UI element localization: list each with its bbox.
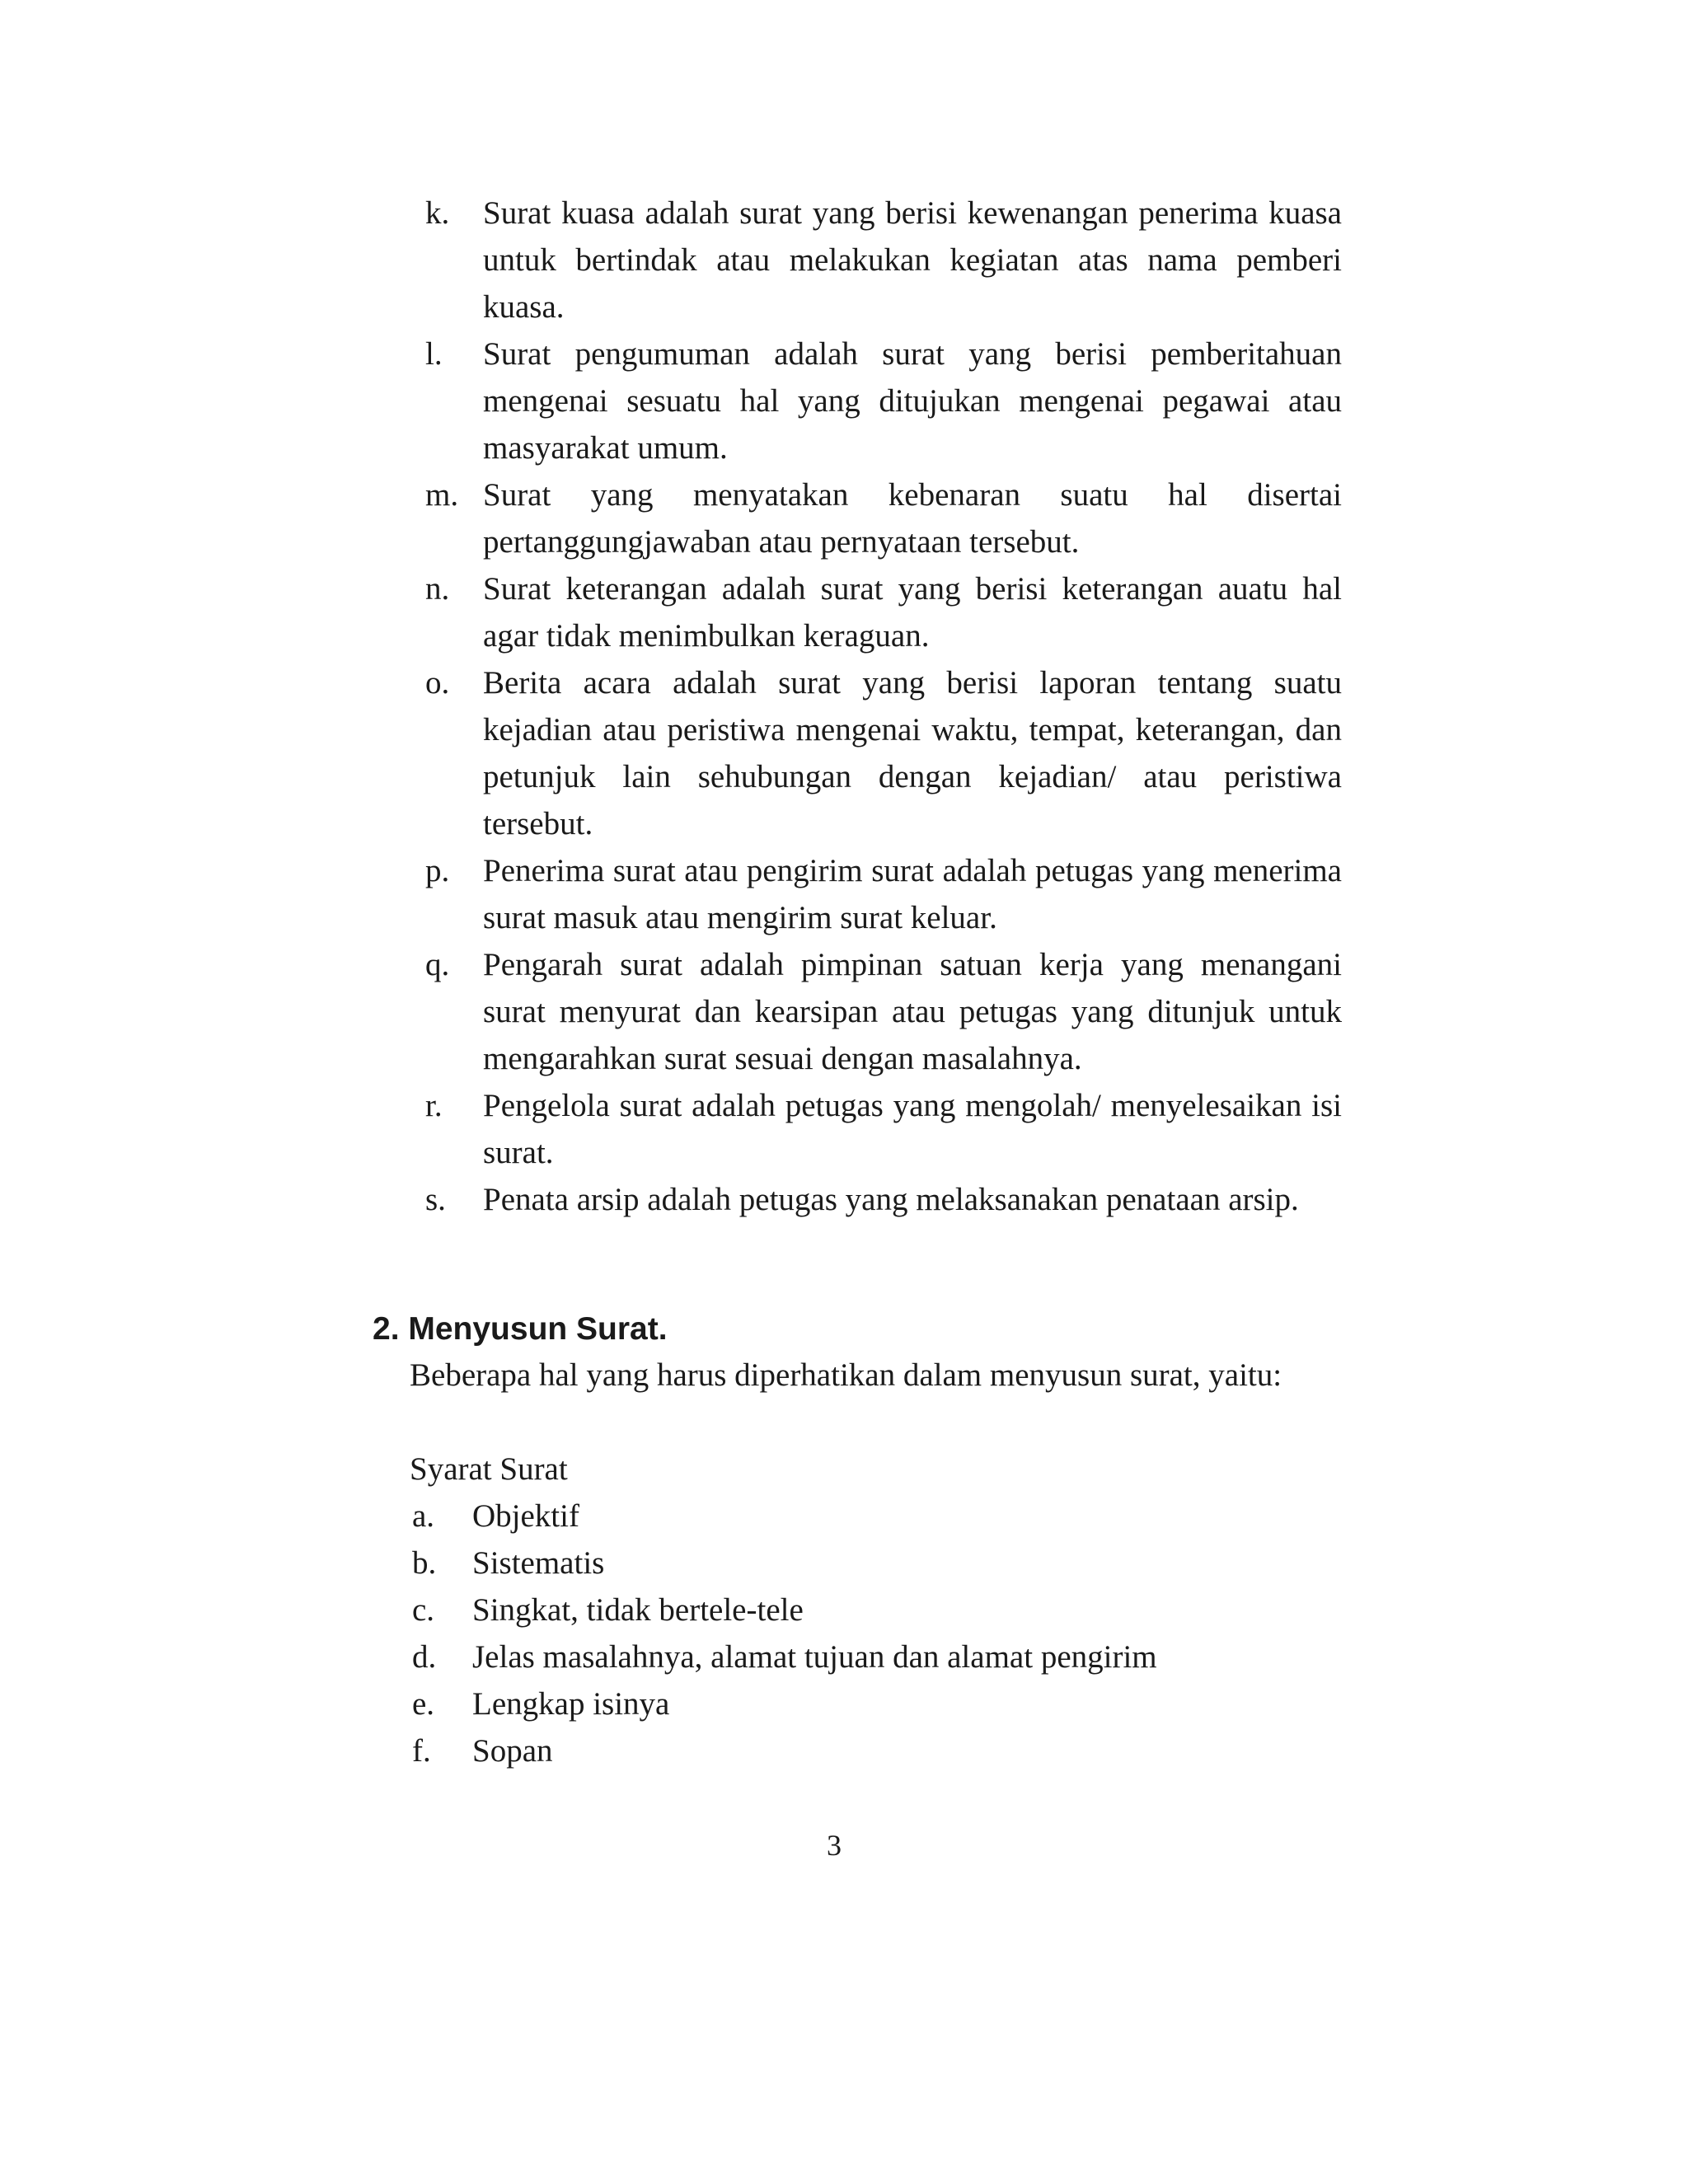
list-marker: b. — [412, 1545, 437, 1581]
list-marker: n. — [425, 571, 450, 607]
list-item — [425, 847, 1342, 941]
list-marker: l. — [425, 336, 443, 372]
list-item-text: Sistematis — [472, 1545, 605, 1581]
list-item-text: Singkat, tidak bertele-tele — [472, 1592, 804, 1628]
list-item-text: Jelas masalahnya, alamat tujuan dan alamat pengirim — [472, 1639, 1157, 1675]
list-marker: p. — [425, 853, 450, 888]
list-marker: e. — [412, 1686, 435, 1722]
list-item-text: Pengelola surat adalah petugas yang mengolah/ menyelesaikan isi surat. — [483, 1088, 1342, 1170]
list-item — [425, 330, 1342, 471]
list-item — [412, 1493, 1401, 1540]
list-item-text: Objektif — [472, 1498, 579, 1534]
list-marker: c. — [412, 1592, 435, 1628]
list-item — [425, 471, 1342, 565]
list-marker: f. — [412, 1733, 431, 1769]
list-item-text: Sopan — [472, 1733, 553, 1769]
definition-list — [425, 190, 1342, 1223]
list-item — [425, 565, 1342, 659]
subsection-title: Syarat Surat — [410, 1451, 568, 1487]
list-item-text: Surat keterangan adalah surat yang berisi keterangan auatu hal agar tidak menimbulkan keraguan. — [483, 571, 1342, 654]
list-item-text: Pengarah surat adalah pimpinan satuan kerja yang menangani surat menyurat dan kearsipan atau petugas yang ditunjuk untuk mengarahkan surat sesuai dengan masalahnya. — [483, 947, 1342, 1076]
list-item-text: Berita acara adalah surat yang berisi laporan tentang suatu kejadian atau peristiwa mengenai waktu, tempat, keterangan, dan petunjuk lain sehubungan dengan kejadian/ atau peristiwa tersebut. — [483, 665, 1342, 841]
list-marker: s. — [425, 1182, 446, 1217]
list-item — [412, 1680, 1401, 1727]
list-item — [425, 659, 1342, 847]
list-item-text: Penerima surat atau pengirim surat adalah petugas yang menerima surat masuk atau mengirim surat keluar. — [483, 853, 1342, 935]
list-item — [412, 1586, 1401, 1633]
requirements-list — [412, 1493, 1401, 1774]
list-item-text: Lengkap isinya — [472, 1686, 670, 1722]
list-marker: o. — [425, 665, 450, 701]
list-item — [425, 1176, 1342, 1223]
list-item-text: Penata arsip adalah petugas yang melaksanakan penataan arsip. — [483, 1182, 1299, 1217]
list-marker: a. — [412, 1498, 435, 1534]
page-number: 3 — [827, 1829, 842, 1862]
list-item — [412, 1540, 1401, 1586]
list-item — [412, 1633, 1401, 1680]
list-item — [412, 1727, 1401, 1774]
list-item-text: Surat kuasa adalah surat yang berisi kewenangan penerima kuasa untuk bertindak atau melakukan kegiatan atas nama pemberi kuasa. — [483, 195, 1342, 325]
list-marker: r. — [425, 1088, 443, 1123]
list-item — [425, 941, 1342, 1082]
list-item-text: Surat pengumuman adalah surat yang berisi pemberitahuan mengenai sesuatu hal yang ditujukan mengenai pegawai atau masyarakat umum. — [483, 336, 1342, 466]
list-item — [425, 190, 1342, 330]
list-item — [425, 1082, 1342, 1176]
list-marker: q. — [425, 947, 450, 982]
list-item-text: Surat yang menyatakan kebenaran suatu hal disertai pertanggungjawaban atau pernyataan tersebut. — [483, 477, 1342, 560]
list-marker: k. — [425, 195, 450, 231]
list-marker: d. — [412, 1639, 437, 1675]
section-intro: Beberapa hal yang harus diperhatikan dalam menyusun surat, yaitu: — [410, 1357, 1282, 1393]
list-marker: m. — [425, 477, 459, 513]
section-heading: 2. Menyusun Surat. — [373, 1311, 668, 1347]
